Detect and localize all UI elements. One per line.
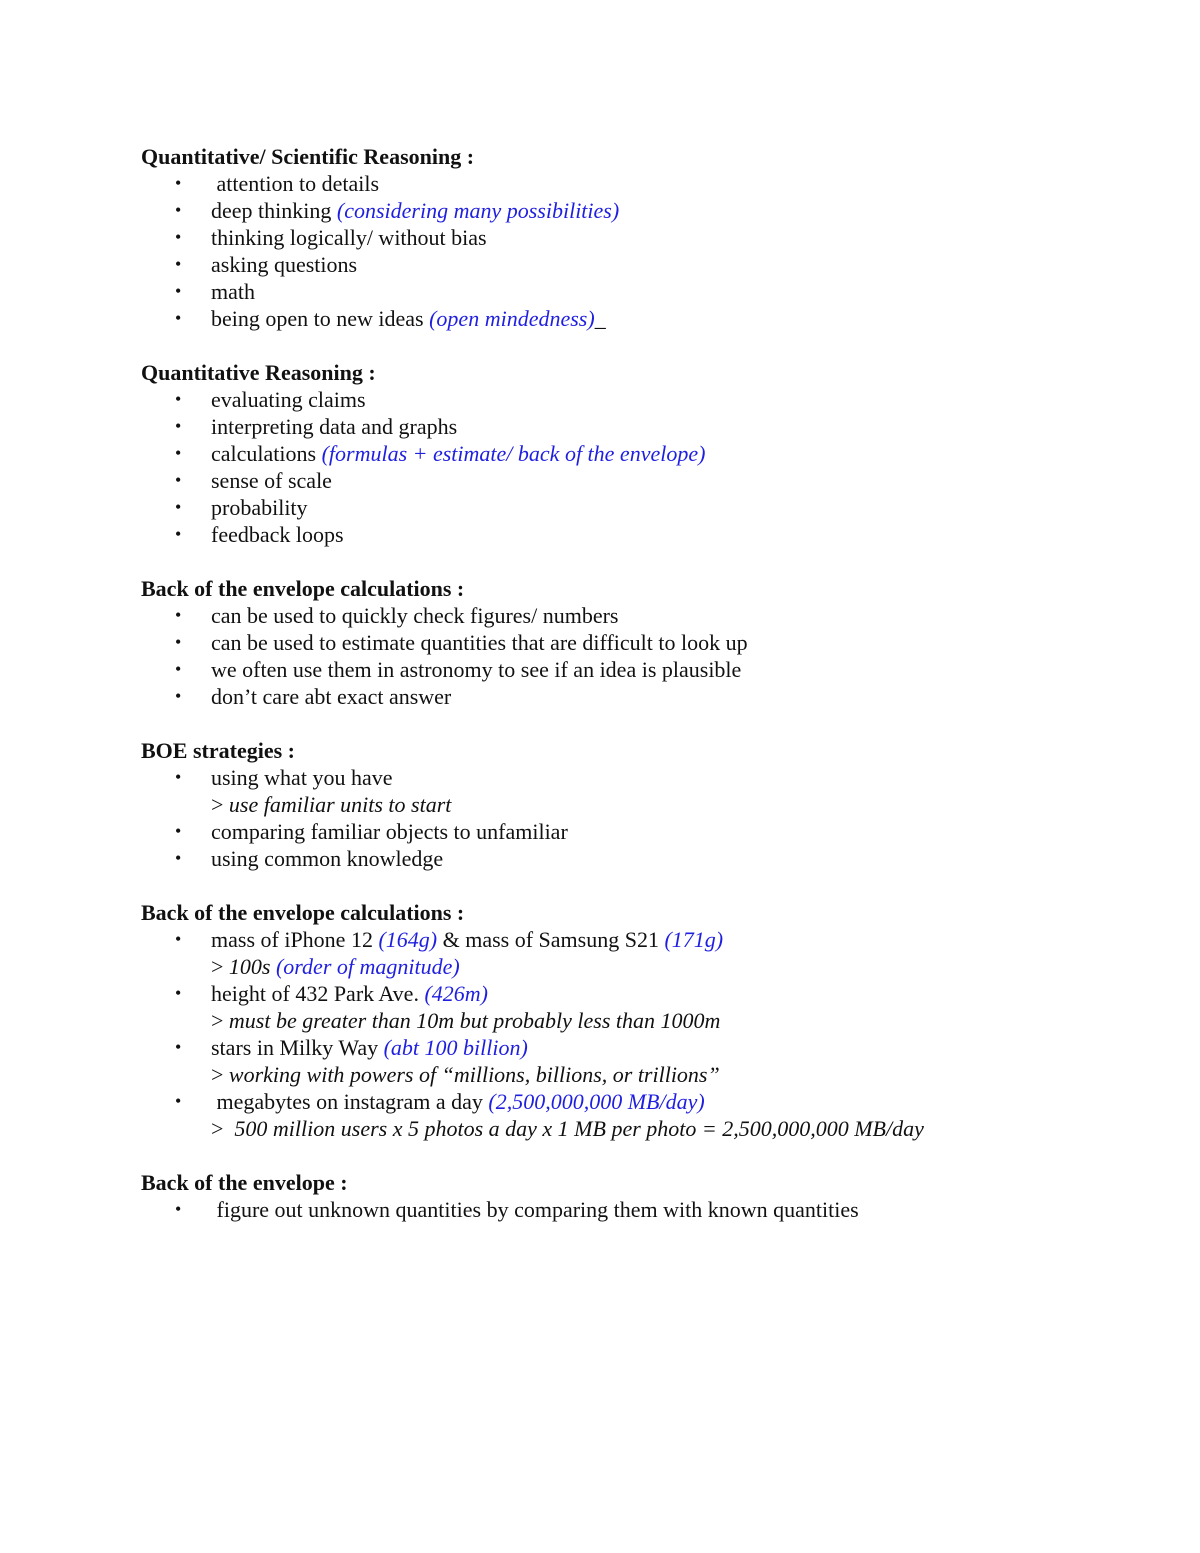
- text-run: calculations: [211, 441, 322, 466]
- text-run: probability: [211, 495, 308, 520]
- item-text: [211, 980, 1141, 1007]
- bullet-icon: •: [175, 848, 182, 868]
- notes-section: [141, 737, 1141, 872]
- item-text: [211, 386, 1141, 413]
- bullet-icon: •: [175, 281, 182, 301]
- annotation-text: (open mindedness): [429, 306, 595, 331]
- bullet-icon: •: [175, 416, 182, 436]
- item-text: [211, 602, 1141, 629]
- section-heading: Back of the envelope calculations :: [141, 576, 465, 601]
- bullet-icon: •: [175, 1091, 182, 1111]
- text-run: being open to new ideas: [211, 306, 430, 331]
- list-item: [141, 413, 1141, 440]
- text-run: height of 432 Park Ave.: [211, 981, 425, 1006]
- item-subnote: [211, 1115, 1141, 1142]
- list-item: [141, 629, 1141, 656]
- bullet-icon: •: [175, 605, 182, 625]
- text-run: stars in Milky Way: [211, 1035, 384, 1060]
- item-text: [211, 1196, 1141, 1223]
- bullet-icon: •: [175, 983, 182, 1003]
- bullet-icon: •: [175, 497, 182, 517]
- list-item: [141, 278, 1141, 305]
- list-item: [141, 386, 1141, 413]
- section-heading: Back of the envelope calculations :: [141, 900, 465, 925]
- notes-section: [141, 143, 1141, 332]
- text-run: >: [211, 792, 229, 817]
- text-run: we often use them in astronomy to see if an idea is plausible: [211, 657, 742, 682]
- annotation-text: (order of magnitude): [275, 954, 460, 979]
- item-text: [211, 170, 1141, 197]
- bullet-icon: •: [175, 929, 182, 949]
- bullet-list: [141, 764, 1141, 872]
- bullet-icon: •: [175, 632, 182, 652]
- annotation-text: (2,500,000,000 MB/day): [488, 1089, 705, 1114]
- bullet-icon: •: [175, 1199, 182, 1219]
- text-run: asking questions: [211, 252, 358, 277]
- bullet-icon: •: [175, 443, 182, 463]
- list-item: [141, 170, 1141, 197]
- list-item: [141, 521, 1141, 548]
- annotation-text: (formulas + estimate/ back of the envelope): [321, 441, 706, 466]
- text-run: 100s: [228, 954, 276, 979]
- text-run: >: [211, 1062, 229, 1087]
- text-run: math: [211, 279, 255, 304]
- text-run: feedback loops: [211, 522, 344, 547]
- notes-section: [141, 575, 1141, 710]
- item-text: [211, 305, 1141, 332]
- notes-section: [141, 359, 1141, 548]
- notes-section: [141, 899, 1141, 1142]
- item-text: [211, 764, 1141, 791]
- text-run: _: [594, 306, 606, 331]
- bullet-icon: •: [175, 308, 182, 328]
- bullet-icon: •: [175, 389, 182, 409]
- bullet-icon: •: [175, 200, 182, 220]
- section-heading: Back of the envelope :: [141, 1170, 348, 1195]
- text-run: 500 million users x 5 photos a day x 1 MB per photo = 2,500,000,000 MB/day: [234, 1116, 924, 1141]
- text-run: thinking logically/ without bias: [211, 225, 487, 250]
- list-item: [141, 656, 1141, 683]
- list-item: [141, 251, 1141, 278]
- item-text: [211, 521, 1141, 548]
- list-item: [141, 926, 1141, 980]
- bullet-icon: •: [175, 227, 182, 247]
- text-run: can be used to estimate quantities that are difficult to look up: [211, 630, 748, 655]
- bullet-icon: •: [175, 254, 182, 274]
- item-text: [211, 656, 1141, 683]
- annotation-text: (abt 100 billion): [383, 1035, 528, 1060]
- list-item: [141, 1196, 1141, 1223]
- text-run: figure out unknown quantities by comparing them with known quantities: [211, 1197, 859, 1222]
- item-text: [211, 1034, 1141, 1061]
- list-item: [141, 305, 1141, 332]
- list-item: [141, 980, 1141, 1034]
- list-item: [141, 683, 1141, 710]
- item-text: [211, 818, 1141, 845]
- text-run: megabytes on instagram a day: [211, 1089, 489, 1114]
- item-text: [211, 278, 1141, 305]
- item-subnote: [211, 1061, 1141, 1088]
- notes-body: [141, 143, 1141, 1250]
- bullet-list: [141, 602, 1141, 710]
- list-item: [141, 818, 1141, 845]
- item-text: [211, 413, 1141, 440]
- text-run: mass of iPhone 12: [211, 927, 379, 952]
- notes-section: [141, 1169, 1141, 1223]
- bullet-list: [141, 926, 1141, 1142]
- item-text: [211, 845, 1141, 872]
- item-text: [211, 251, 1141, 278]
- bullet-icon: •: [175, 470, 182, 490]
- item-text: [211, 494, 1141, 521]
- text-run: using what you have: [211, 765, 393, 790]
- annotation-text: (171g): [664, 927, 724, 952]
- item-text: [211, 197, 1141, 224]
- text-run: use familiar units to start: [228, 792, 452, 817]
- section-heading: BOE strategies :: [141, 738, 295, 763]
- item-text: [211, 926, 1141, 953]
- bullet-icon: •: [175, 173, 182, 193]
- section-heading: Quantitative/ Scientific Reasoning :: [141, 144, 475, 169]
- bullet-icon: •: [175, 767, 182, 787]
- item-text: [211, 1088, 1141, 1115]
- list-item: [141, 224, 1141, 251]
- item-text: [211, 629, 1141, 656]
- text-run: can be used to quickly check figures/ numbers: [211, 603, 619, 628]
- bullet-icon: •: [175, 686, 182, 706]
- list-item: [141, 197, 1141, 224]
- list-item: [141, 764, 1141, 818]
- list-item: [141, 845, 1141, 872]
- annotation-text: (426m): [424, 981, 488, 1006]
- item-subnote: [211, 953, 1141, 980]
- item-subnote: [211, 1007, 1141, 1034]
- text-run: sense of scale: [211, 468, 332, 493]
- list-item: [141, 494, 1141, 521]
- text-run: evaluating claims: [211, 387, 366, 412]
- text-run: working with powers of “millions, billions, or trillions”: [228, 1062, 720, 1087]
- item-text: [211, 440, 1141, 467]
- item-text: [211, 467, 1141, 494]
- text-run: attention to details: [211, 171, 380, 196]
- list-item: [141, 440, 1141, 467]
- text-run: comparing familiar objects to unfamiliar: [211, 819, 568, 844]
- bullet-icon: •: [175, 821, 182, 841]
- text-run: >: [211, 954, 229, 979]
- list-item: [141, 467, 1141, 494]
- list-item: [141, 1034, 1141, 1088]
- bullet-icon: •: [175, 659, 182, 679]
- bullet-icon: •: [175, 1037, 182, 1057]
- item-text: [211, 683, 1141, 710]
- annotation-text: (164g): [378, 927, 438, 952]
- list-item: [141, 1088, 1141, 1142]
- bullet-list: [141, 386, 1141, 548]
- text-run: & mass of Samsung S21: [437, 927, 665, 952]
- list-item: [141, 602, 1141, 629]
- bullet-list: [141, 170, 1141, 332]
- section-heading: Quantitative Reasoning :: [141, 360, 376, 385]
- bullet-list: [141, 1196, 1141, 1223]
- text-run: must be greater than 10m but probably less than 1000m: [228, 1008, 721, 1033]
- annotation-text: (considering many possibilities): [336, 198, 620, 223]
- text-run: using common knowledge: [211, 846, 444, 871]
- bullet-icon: •: [175, 524, 182, 544]
- text-run: >: [211, 1008, 229, 1033]
- text-run: don’t care abt exact answer: [211, 684, 452, 709]
- text-run: deep thinking: [211, 198, 337, 223]
- text-run: interpreting data and graphs: [211, 414, 458, 439]
- item-subnote: [211, 791, 1141, 818]
- text-run: >: [211, 1116, 235, 1141]
- item-text: [211, 224, 1141, 251]
